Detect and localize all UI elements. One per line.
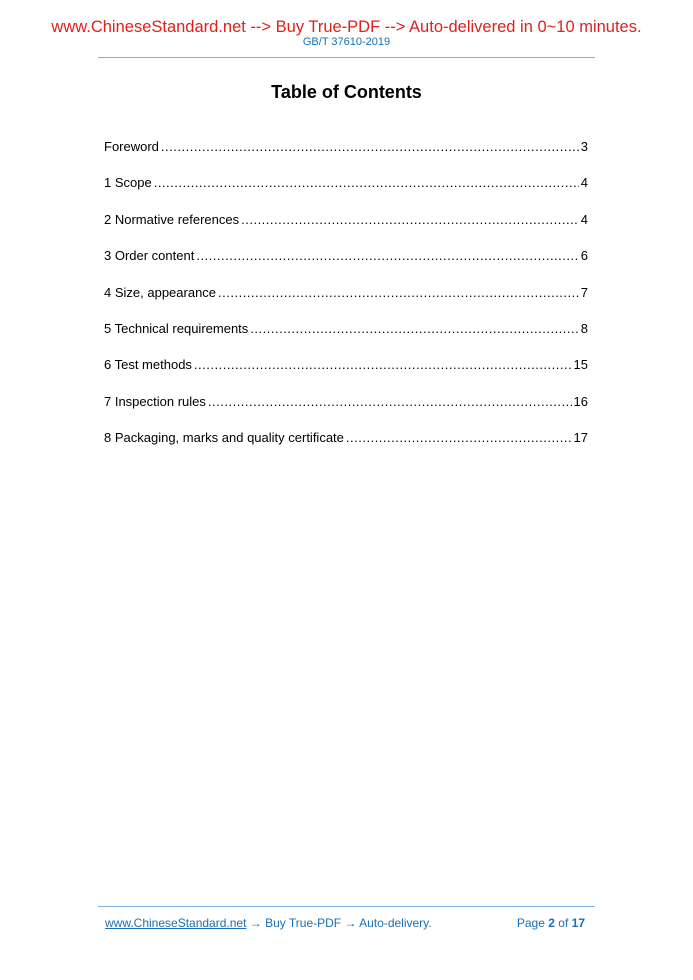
toc-entry-label: 6 Test methods xyxy=(104,357,192,373)
toc-dot-leader xyxy=(161,139,579,154)
toc-entry-page: 15 xyxy=(573,357,588,373)
toc-dot-leader xyxy=(241,212,579,227)
page-label: Page xyxy=(516,916,545,930)
footer-promo xyxy=(105,916,432,930)
toc-entry-label: 4 Size, appearance xyxy=(104,284,217,300)
top-banner[interactable]: www.ChineseStandard.net --> Buy True-PDF --> Auto-delivered in 0~10 minutes. xyxy=(51,18,642,36)
toc-entry-page: 7 xyxy=(580,284,588,300)
toc-entry-label: 3 Order content xyxy=(104,248,195,264)
toc-entry-page: 17 xyxy=(573,430,588,446)
toc-entry-order-content[interactable] xyxy=(104,248,588,284)
toc-entry-foreword[interactable] xyxy=(104,139,588,175)
toc-entry-test-methods[interactable] xyxy=(104,357,588,393)
toc-dot-leader xyxy=(218,285,579,300)
toc-entry-technical-requirements[interactable] xyxy=(104,321,588,357)
toc-entry-scope[interactable] xyxy=(104,175,588,211)
page-total: 17 xyxy=(571,916,585,930)
toc-entry-inspection-rules[interactable] xyxy=(104,394,588,430)
footer-site-link[interactable]: www.ChineseStandard.net xyxy=(105,916,247,930)
footer-buy-text: Buy True-PDF xyxy=(265,916,342,930)
header-divider xyxy=(98,57,595,58)
toc-dot-leader xyxy=(208,394,572,409)
toc-dot-leader xyxy=(250,321,578,336)
toc-entry-label: 7 Inspection rules xyxy=(104,393,206,409)
toc-entry-label: 5 Technical requirements xyxy=(104,320,249,336)
page-current: 2 xyxy=(548,916,555,930)
page-indicator xyxy=(517,916,585,930)
toc-entry-label: 1 Scope xyxy=(104,175,152,191)
arrow-right-icon: → xyxy=(341,916,360,930)
toc-dot-leader xyxy=(154,175,579,190)
toc-dot-leader xyxy=(196,248,578,263)
toc-entry-page: 4 xyxy=(580,175,588,191)
toc-entry-page: 6 xyxy=(580,248,588,264)
footer-delivery-text: Auto-delivery. xyxy=(359,916,432,930)
table-of-contents xyxy=(104,139,588,467)
footer-divider xyxy=(98,906,595,907)
toc-dot-leader xyxy=(194,357,572,372)
toc-entry-packaging[interactable] xyxy=(104,430,588,466)
arrow-right-icon: → xyxy=(246,916,266,930)
toc-dot-leader xyxy=(346,430,572,445)
toc-entry-page: 8 xyxy=(580,320,588,336)
page-title: Table of Contents xyxy=(271,82,422,102)
page-of-label: of xyxy=(558,916,569,930)
toc-entry-label: Foreword xyxy=(104,139,159,154)
toc-entry-normative-references[interactable] xyxy=(104,212,588,248)
toc-entry-page: 3 xyxy=(580,139,588,154)
toc-entry-page: 4 xyxy=(580,211,588,227)
toc-entry-label: 2 Normative references xyxy=(104,211,240,227)
toc-entry-page: 16 xyxy=(573,393,588,409)
standard-code: GB/T 37610-2019 xyxy=(302,36,391,48)
toc-entry-label: 8 Packaging, marks and quality certificate xyxy=(104,430,344,446)
toc-entry-size-appearance[interactable] xyxy=(104,285,588,321)
